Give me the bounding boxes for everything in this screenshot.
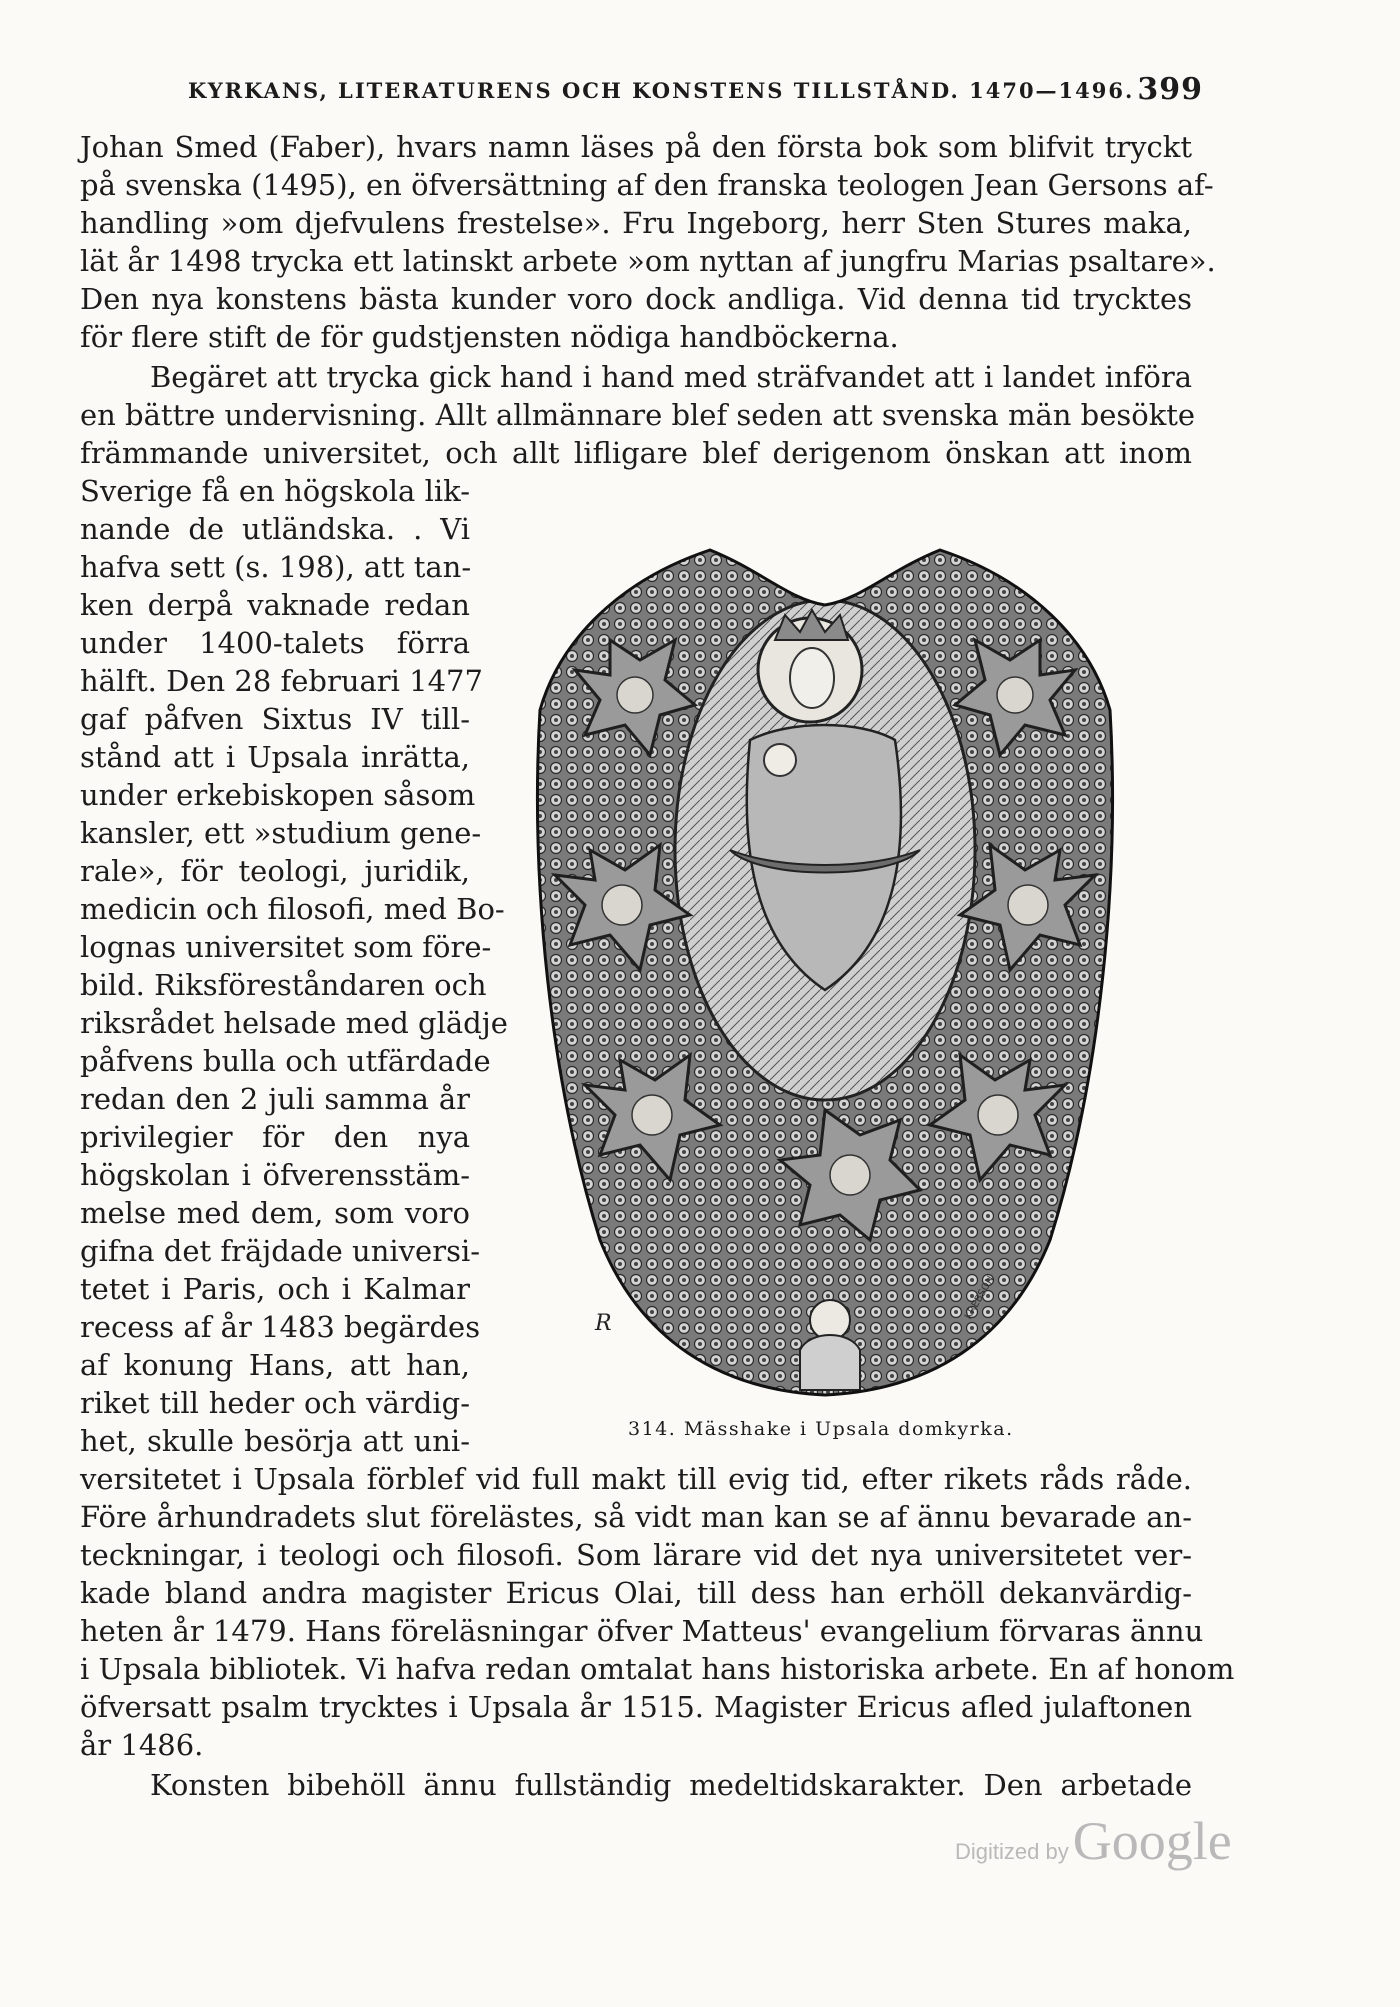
- text-line: hälft. Den 28 februari 1477: [80, 664, 483, 698]
- text-line: gifna det fräjdade universi-: [80, 1234, 481, 1268]
- engraver-signature: R: [595, 1311, 612, 1336]
- text-line: främmande universitet, och allt lifligare blef derigenom önskan att inom: [80, 436, 1192, 470]
- text-line: nande de utländska. . Vi: [80, 512, 470, 546]
- text-line: heten år 1479. Hans föreläsningar öfver Matteus' evangelium förvaras ännu: [80, 1614, 1204, 1648]
- text-line: af konung Hans, att han,: [80, 1348, 470, 1382]
- chasuble-illustration: [500, 520, 1150, 1400]
- text-line: stånd att i Upsala inrätta,: [80, 740, 470, 774]
- text-line: medicin och filosofi, med Bo-: [80, 892, 505, 926]
- text-line: högskolan i öfverensstäm-: [80, 1158, 470, 1192]
- text-line: bild. Riksföreståndaren och: [80, 968, 487, 1002]
- text-line: hafva sett (s. 198), att tan-: [80, 550, 472, 584]
- text-line: riksrådet helsade med glädje: [80, 1006, 508, 1040]
- text-line: under 1400-talets förra: [80, 626, 470, 660]
- text-line: ken derpå vaknade redan: [80, 588, 470, 622]
- text-line: het, skulle besörja att uni-: [80, 1424, 470, 1458]
- text-line: för flere stift de för gudstjensten nödiga handböckerna.: [80, 320, 899, 354]
- text-line: år 1486.: [80, 1728, 204, 1762]
- text-line: tetet i Paris, och i Kalmar: [80, 1272, 470, 1306]
- text-line: lognas universitet som före-: [80, 930, 492, 964]
- text-line: redan den 2 juli samma år: [80, 1082, 470, 1116]
- running-title: KYRKANS, LITERATURENS OCH KONSTENS TILLSTÅND. 1470—1496.: [188, 78, 1135, 103]
- text-line: privilegier för den nya: [80, 1120, 470, 1154]
- text-line: i Upsala bibliotek. Vi hafva redan omtalat hans historiska arbete. En af honom: [80, 1652, 1235, 1686]
- text-line: påfvens bulla och utfärdade: [80, 1044, 491, 1078]
- text-line: en bättre undervisning. Allt allmännare blef seden att svenska män besökte: [80, 398, 1196, 432]
- text-line: Konsten bibehöll ännu fullständig medeltidskarakter. Den arbetade: [150, 1768, 1192, 1802]
- text-line: Före århundradets slut förelästes, så vidt man kan se af ännu bevarade an-: [80, 1500, 1192, 1534]
- text-line: Johan Smed (Faber), hvars namn läses på den första bok som blifvit tryckt: [80, 130, 1192, 164]
- text-line: versitetet i Upsala förblef vid full makt till evig tid, efter rikets råds råde.: [80, 1462, 1192, 1496]
- text-line: teckningar, i teologi och filosofi. Som lärare vid det nya universitetet ver-: [80, 1538, 1192, 1572]
- text-line: melse med dem, som voro: [80, 1196, 470, 1230]
- text-line: Begäret att trycka gick hand i hand med sträfvandet att i landet införa: [150, 360, 1192, 394]
- figure-caption: 314. Mässhake i Upsala domkyrka.: [628, 1418, 1014, 1440]
- running-header: [188, 72, 1203, 112]
- watermark-prefix: Digitized by: [955, 1839, 1069, 1864]
- text-line: kansler, ett »studium gene-: [80, 816, 482, 850]
- text-line: öfversatt psalm trycktes i Upsala år 1515. Magister Ericus afled julaftonen: [80, 1690, 1192, 1724]
- text-line: på svenska (1495), en öfversättning af den franska teologen Jean Gersons af-: [80, 168, 1214, 202]
- text-line: gaf påfven Sixtus IV till-: [80, 702, 470, 736]
- page-number: 399: [1137, 72, 1203, 107]
- watermark: [955, 1810, 1232, 1872]
- artist-signature: KREBSON: [963, 1274, 997, 1322]
- text-line: riket till heder och värdig-: [80, 1386, 470, 1420]
- text-line: Sverige få en högskola lik-: [80, 474, 470, 508]
- text-line: recess af år 1483 begärdes: [80, 1310, 481, 1344]
- text-line: Den nya konstens bästa kunder voro dock andliga. Vid denna tid trycktes: [80, 282, 1192, 316]
- text-line: under erkebiskopen såsom: [80, 778, 476, 812]
- text-line: handling »om djefvulens frestelse». Fru Ingeborg, herr Sten Stures maka,: [80, 206, 1192, 240]
- text-line: kade bland andra magister Ericus Olai, till dess han erhöll dekanvärdig-: [80, 1576, 1192, 1610]
- text-line: rale», för teologi, juridik,: [80, 854, 470, 888]
- text-line: lät år 1498 trycka ett latinskt arbete »om nyttan af jungfru Marias psaltare».: [80, 244, 1216, 278]
- watermark-brand: Google: [1072, 1811, 1232, 1871]
